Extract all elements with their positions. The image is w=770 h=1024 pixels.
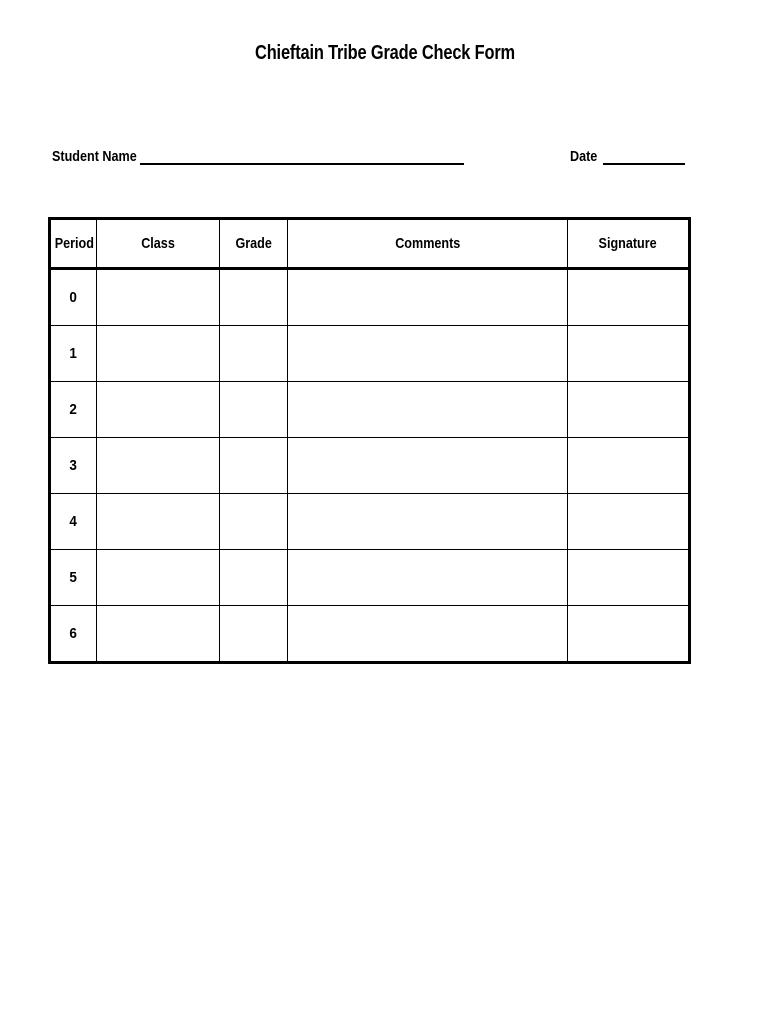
- class-cell[interactable]: [97, 269, 220, 326]
- signature-cell[interactable]: [568, 326, 690, 382]
- header-grade: [220, 219, 288, 269]
- table-row: [50, 550, 690, 606]
- period-cell: [50, 382, 97, 438]
- period-number: 3: [69, 457, 78, 474]
- header-class-label: Class: [141, 235, 175, 252]
- header-comments-label: Comments: [394, 235, 461, 252]
- header-period: [50, 219, 97, 269]
- table-row: [50, 438, 690, 494]
- grade-check-table: [48, 217, 691, 664]
- grade-cell[interactable]: [220, 606, 288, 663]
- period-number: 0: [69, 289, 78, 306]
- student-name-line[interactable]: [140, 146, 464, 165]
- grade-cell[interactable]: [220, 438, 288, 494]
- table-row: [50, 606, 690, 663]
- signature-cell[interactable]: [568, 606, 690, 663]
- period-number: 5: [69, 569, 78, 586]
- header-class: [97, 219, 220, 269]
- period-cell: [50, 438, 97, 494]
- class-cell[interactable]: [97, 438, 220, 494]
- form-title: Chieftain Tribe Grade Check Form: [255, 42, 515, 64]
- period-cell: [50, 269, 97, 326]
- period-number: 6: [69, 625, 78, 642]
- class-cell[interactable]: [97, 606, 220, 663]
- class-cell[interactable]: [97, 550, 220, 606]
- grade-cell[interactable]: [220, 494, 288, 550]
- comments-cell[interactable]: [288, 269, 568, 326]
- student-name-label: Student Name: [52, 148, 137, 165]
- header-comments: [288, 219, 568, 269]
- class-cell[interactable]: [97, 382, 220, 438]
- signature-cell[interactable]: [568, 494, 690, 550]
- period-number: 4: [69, 513, 78, 530]
- table-row: [50, 382, 690, 438]
- period-number: 2: [69, 401, 78, 418]
- comments-cell[interactable]: [288, 606, 568, 663]
- comments-cell[interactable]: [288, 494, 568, 550]
- comments-cell[interactable]: [288, 550, 568, 606]
- grade-cell[interactable]: [220, 382, 288, 438]
- comments-cell[interactable]: [288, 326, 568, 382]
- header-signature-label: Signature: [598, 235, 658, 252]
- period-cell: [50, 550, 97, 606]
- header-period-label: Period: [54, 235, 94, 252]
- student-name-field: [52, 146, 464, 165]
- signature-cell[interactable]: [568, 550, 690, 606]
- date-label: Date: [570, 148, 598, 165]
- signature-cell[interactable]: [568, 269, 690, 326]
- class-cell[interactable]: [97, 326, 220, 382]
- period-number: 1: [69, 345, 78, 362]
- grade-cell[interactable]: [220, 550, 288, 606]
- period-cell: [50, 606, 97, 663]
- grade-cell[interactable]: [220, 326, 288, 382]
- header-signature: [568, 219, 690, 269]
- comments-cell[interactable]: [288, 382, 568, 438]
- date-field: [570, 146, 685, 165]
- date-line[interactable]: [603, 146, 685, 165]
- table-row: [50, 494, 690, 550]
- period-cell: [50, 326, 97, 382]
- grade-cell[interactable]: [220, 269, 288, 326]
- signature-cell[interactable]: [568, 382, 690, 438]
- comments-cell[interactable]: [288, 438, 568, 494]
- table-row: [50, 269, 690, 326]
- class-cell[interactable]: [97, 494, 220, 550]
- header-grade-label: Grade: [235, 235, 272, 252]
- period-cell: [50, 494, 97, 550]
- signature-cell[interactable]: [568, 438, 690, 494]
- table-row: [50, 326, 690, 382]
- table-header-row: [50, 219, 690, 269]
